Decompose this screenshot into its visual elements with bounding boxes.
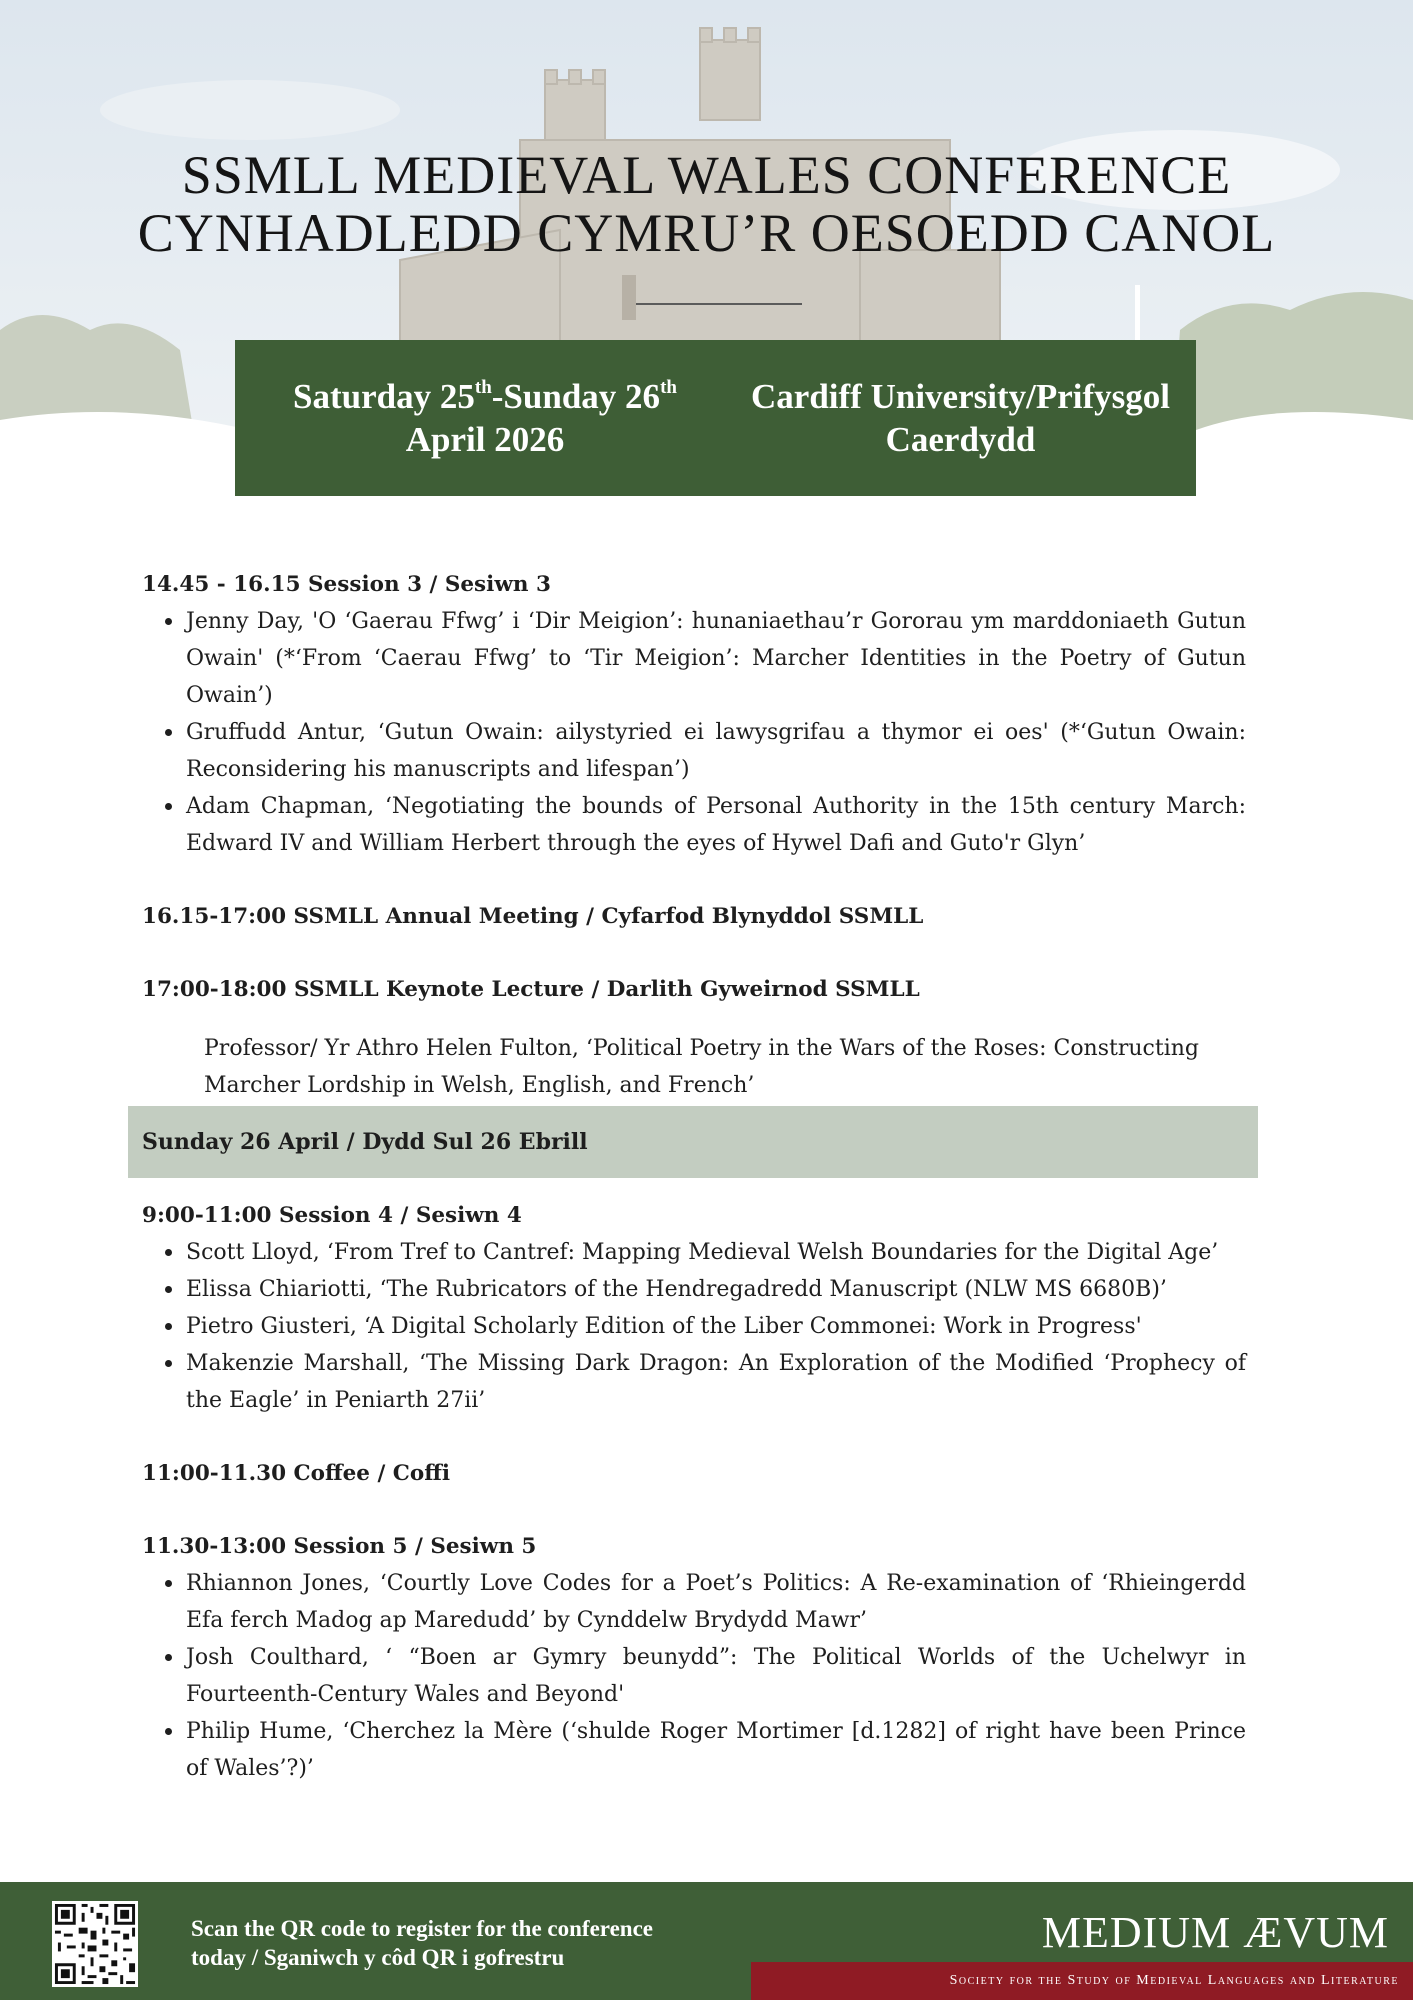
list-item: Josh Coulthard, ‘ “Boen ar Gymry beunydd”: The Political Worlds of the Uchelwyr in Fourteenth-Century Wales and Beyond' [186, 1639, 1246, 1713]
list-item: Elissa Chiariotti, ‘The Rubricators of the Hendregadredd Manuscript (NLW MS 6680B)’ [186, 1271, 1246, 1308]
session-5-talks [142, 1565, 1246, 1787]
keynote-heading: 17:00-18:00 SSMLL Keynote Lecture / Darlith Gyweirnod SSMLL [142, 977, 920, 1002]
sunday-day-header: Sunday 26 April / Dydd Sul 26 Ebrill [128, 1106, 1258, 1178]
coffee-heading: 11:00-11.30 Coffee / Coffi [142, 1461, 451, 1486]
venue-line-2: Caerdydd [885, 420, 1036, 459]
list-item: Jenny Day, 'O ‘Gaerau Ffwg’ i ‘Dir Meigion’: hunaniaethau’r Gororau ym marddoniaeth Gutun Owain' (*‘From ‘Caerau Ffwg’ to ‘Tir Meigion’: Marcher Identities in the Poetry of Gutun Owain’) [186, 603, 1246, 714]
footer [0, 1882, 1413, 2000]
medium-aevum-logo: MEDIUM ÆVUM [1041, 1908, 1389, 1957]
programme-sunday [142, 1197, 1246, 1823]
list-item: Scott Lloyd, ‘From Tref to Cantref: Mapping Medieval Welsh Boundaries for the Digital Age’ [186, 1234, 1246, 1271]
date-end-suffix: th [660, 377, 677, 398]
date-start-suffix: th [474, 377, 492, 398]
session-3-heading: 14.45 - 16.15 Session 3 / Sesiwn 3 [142, 572, 551, 597]
keynote-detail: Professor/ Yr Athro Helen Fulton, ‘Political Poetry in the Wars of the Roses: Constructing Marcher Lordship in Welsh, English, and French’ [204, 1036, 1199, 1098]
annual-meeting-heading: 16.15-17:00 SSMLL Annual Meeting / Cyfarfod Blynyddol SSMLL [142, 904, 924, 929]
coffee-break [142, 1455, 1246, 1492]
session-3 [142, 566, 1246, 862]
title-english: SSMLL MEDIEVAL WALES CONFERENCE [181, 145, 1232, 205]
session-3-talks [142, 603, 1246, 862]
date-end: -Sunday 26 [491, 377, 661, 416]
session-4 [142, 1197, 1246, 1419]
register-cta-line-2: today / Sganiwch y côd QR i gofrestru [191, 1945, 565, 1970]
date-start: Saturday 25 [293, 377, 475, 416]
session-4-talks [142, 1234, 1246, 1419]
annual-meeting [142, 898, 1246, 935]
date-venue-box [235, 340, 1196, 496]
register-cta-line-1: Scan the QR code to register for the conference [191, 1916, 654, 1941]
keynote [142, 971, 1246, 1104]
title-divider [636, 303, 802, 305]
date-month-year: April 2026 [405, 420, 565, 459]
register-cta [191, 1914, 711, 1972]
event-venue [725, 375, 1196, 461]
title-welsh: CYNHADLEDD CYMRU’R OESOEDD CANOL [137, 203, 1276, 263]
society-banner [751, 1962, 1413, 2000]
list-item: Pietro Giusteri, ‘A Digital Scholarly Edition of the Liber Commonei: Work in Progress' [186, 1308, 1246, 1345]
list-item: Adam Chapman, ‘Negotiating the bounds of Personal Authority in the 15th century March: Edward IV and William Herbert through the eyes of Hywel Dafi and Guto'r Glyn’ [186, 788, 1246, 862]
session-5 [142, 1528, 1246, 1787]
qr-code-icon[interactable] [52, 1901, 138, 1987]
society-name: Society for the Study of Medieval Languages and Literature [949, 1973, 1399, 1988]
list-item: Philip Hume, ‘Cherchez la Mère (‘shulde Roger Mortimer [d.1282] of right have been Prince of Wales’?)’ [186, 1713, 1246, 1787]
event-dates [235, 375, 735, 461]
session-4-heading: 9:00-11:00 Session 4 / Sesiwn 4 [142, 1203, 522, 1228]
list-item: Makenzie Marshall, ‘The Missing Dark Dragon: An Exploration of the Modified ‘Prophecy of the Eagle’ in Peniarth 27ii’ [186, 1345, 1246, 1419]
list-item: Gruffudd Antur, ‘Gutun Owain: ailystyried ei lawysgrifau a thymor ei oes' (*‘Gutun Owain: Reconsidering his manuscripts and lifespan’) [186, 714, 1246, 788]
list-item: Rhiannon Jones, ‘Courtly Love Codes for a Poet’s Politics: A Re-examination of ‘Rhieingerdd Efa ferch Madog ap Maredudd’ by Cynddelw Brydydd Mawr’ [186, 1565, 1246, 1639]
session-5-heading: 11.30-13:00 Session 5 / Sesiwn 5 [142, 1534, 537, 1559]
venue-line-1: Cardiff University/Prifysgol [751, 377, 1170, 416]
programme-saturday [142, 566, 1246, 1104]
